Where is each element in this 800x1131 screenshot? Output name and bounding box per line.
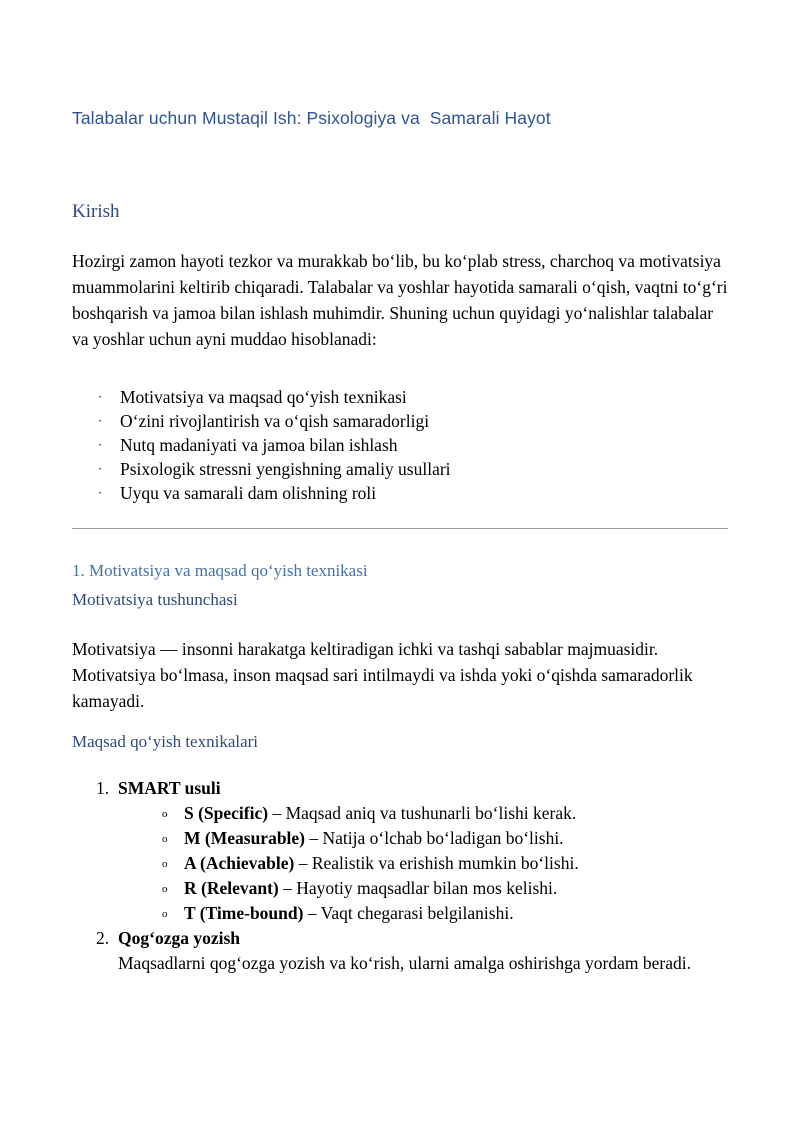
heading-section-one: 1. Motivatsiya va maqsad qo‘yish texnikasi — [72, 561, 368, 580]
list-item — [118, 876, 728, 901]
sub-item-lead: R (Relevant) — [184, 878, 279, 898]
list-item — [72, 926, 728, 976]
list-item — [72, 385, 728, 409]
bullet-marker-icon: · — [98, 485, 103, 500]
document-title: Talabalar uchun Mustaqil Ish: Psixologiya va Samarali Hayot — [72, 108, 551, 128]
intro-paragraph: Hozirgi zamon hayoti tezkor va murakkab bo‘lib, bu ko‘plab stress, charchoq va motivatsiya muammolarini keltirib chiqaradi. Talabalar va yoshlar hayotida samarali o‘qish, vaqtni to‘g‘ri boshqarish va jamoa bilan ishlash muhimdir. Shuning uchun quyidagi yo‘nalishlar talabalar va yoshlar uchun ayni muddao hisoblanadi: — [72, 251, 728, 349]
list-item-label: Nutq madaniyati va jamoa bilan ishlash — [120, 435, 398, 455]
heading-kirish: Kirish — [72, 201, 120, 222]
list-item — [118, 801, 728, 826]
list-item — [118, 851, 728, 876]
list-item-number: 2. — [96, 928, 110, 948]
list-item — [72, 481, 728, 505]
sub-item-lead: T (Time-bound) — [184, 903, 304, 923]
sub-item-text: – Vaqt chegarasi belgilanishi. — [303, 903, 514, 923]
list-item-title: SMART usuli — [118, 778, 221, 798]
list-item-label: Psixologik stressni yengishning amaliy usullari — [120, 459, 451, 479]
bullet-marker-icon: · — [98, 389, 103, 404]
list-item — [118, 901, 728, 926]
sub-item-text: – Natija o‘lchab bo‘ladigan bo‘lishi. — [305, 828, 564, 848]
circle-bullet-icon: o — [162, 883, 168, 895]
circle-bullet-icon: o — [162, 808, 168, 820]
list-item-number: 1. — [96, 778, 110, 798]
circle-bullet-icon: o — [162, 833, 168, 845]
heading-maqsad-texnikalari: Maqsad qo‘yish texnikalari — [72, 732, 259, 751]
sub-item-text: – Hayotiy maqsadlar bilan mos kelishi. — [278, 878, 558, 898]
circle-bullet-icon: o — [162, 858, 168, 870]
sub-item-text: – Realistik va erishish mumkin bo‘lishi. — [294, 853, 579, 873]
list-item — [72, 433, 728, 457]
bullet-marker-icon: · — [98, 437, 103, 452]
list-item-title: Qog‘ozga yozish — [118, 928, 241, 948]
list-item — [72, 457, 728, 481]
list-item-label: Uyqu va samarali dam olishning roli — [120, 483, 377, 503]
list-item — [72, 776, 728, 926]
sub-item-lead: A (Achievable) — [184, 853, 295, 873]
heading-motivatsiya-tushunchasi: Motivatsiya tushunchasi — [72, 590, 238, 609]
motivatsiya-paragraph: Motivatsiya — insonni harakatga keltiradigan ichki va tashqi sabablar majmuasidir. Motivatsiya bo‘lmasa, inson maqsad sari intilmaydi va ishda yoki o‘qishda samaradorlik kamayadi. — [72, 639, 693, 711]
techniques-numbered-list — [72, 776, 728, 976]
sub-item-text: – Maqsad aniq va tushunarli bo‘lishi kerak. — [268, 803, 577, 823]
sub-item-lead: M (Measurable) — [184, 828, 306, 848]
bullet-marker-icon: · — [98, 461, 103, 476]
list-item-body: Maqsadlarni qog‘ozga yozish va ko‘rish, ularni amalga oshirishga yordam beradi. — [118, 953, 691, 973]
sub-item-lead: S (Specific) — [184, 803, 269, 823]
list-item — [118, 826, 728, 851]
circle-bullet-icon: o — [162, 908, 168, 920]
list-item-label: O‘zini rivojlantirish va o‘qish samaradorligi — [120, 411, 430, 431]
smart-sub-list — [118, 801, 728, 926]
list-item-label: Motivatsiya va maqsad qo‘yish texnikasi — [120, 387, 407, 407]
intro-bullet-list — [72, 385, 728, 505]
list-item — [72, 409, 728, 433]
bullet-marker-icon: · — [98, 413, 103, 428]
section-divider — [72, 528, 728, 529]
